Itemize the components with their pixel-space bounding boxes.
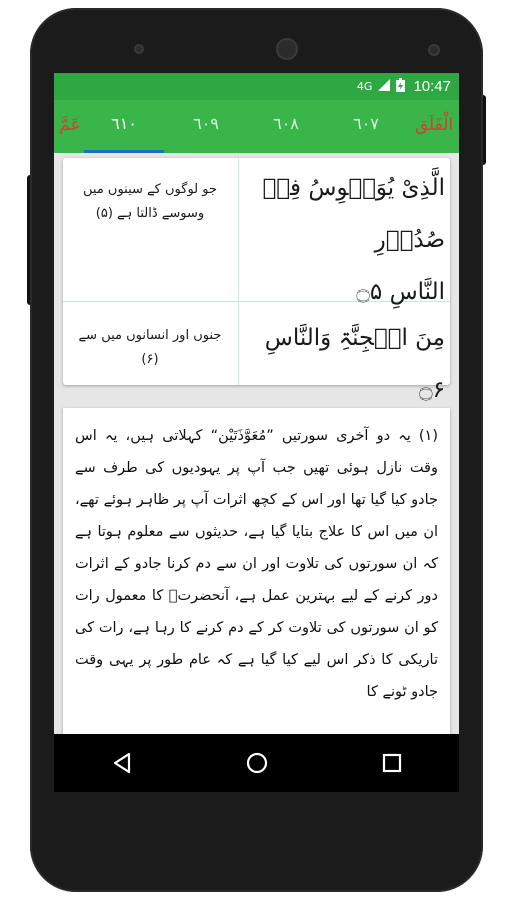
tab-page-608[interactable]: ٦٠٨: [273, 116, 299, 133]
page-tab-bar: [54, 100, 459, 153]
app-screen: [54, 73, 459, 792]
verses-card: [63, 158, 450, 403]
verse-5-arabic-line1: الَّذِیْ یُوَسۡوِسُ فِیۡ صُدُوۡرِ: [262, 175, 445, 253]
verse-5-translation[interactable]: جو لوگوں کے سینوں میں وسوسے ڈالتا ہے (۵): [83, 182, 217, 221]
tab-juz[interactable]: عَمَّ: [59, 115, 81, 135]
battery-icon: [396, 78, 405, 95]
sensor-icon: [134, 44, 144, 54]
front-camera-icon: [276, 38, 298, 60]
home-icon: [245, 751, 269, 775]
home-button[interactable]: [237, 743, 277, 783]
tab-page-607[interactable]: ٦٠٧: [353, 116, 379, 133]
tab-page-610[interactable]: ٦١٠: [111, 116, 137, 133]
verse-5-arabic-line2: النَّاسِ ۝۵: [356, 279, 445, 305]
tab-surah-falaq[interactable]: الْفَلَق: [414, 115, 454, 135]
signal-icon: [378, 79, 390, 94]
active-tab-indicator: [84, 150, 164, 153]
column-divider: [238, 158, 239, 385]
recents-icon: [382, 753, 402, 773]
system-nav-bar: [54, 734, 459, 792]
back-button[interactable]: [102, 743, 142, 783]
verse-5-arabic[interactable]: [245, 162, 445, 318]
speaker-icon: [428, 44, 440, 56]
status-bar: [54, 73, 459, 100]
verse-6-translation[interactable]: جنوں اور انسانوں میں سے (۶): [78, 328, 222, 367]
clock-time: 10:47: [413, 78, 451, 95]
tab-page-609[interactable]: ٦٠٩: [193, 116, 219, 133]
signal-label: 4G: [356, 80, 373, 93]
verse-6-arabic[interactable]: مِنَ الۡجِنَّۃِ وَالنَّاسِ ۝۶: [264, 325, 445, 403]
commentary-text: (۱) یہ دو آخری سورتیں ”مُعَوَّذَتَیْن“ کہلاتی ہیں، یہ اس وقت نازل ہوئی تھیں جب آپ پر یہودیوں کی طرف سے جادو کیا گیا تھا اور اس کے کچھ اثرات آپ پر ظاہر ہوئے تھے، ان میں اس کا علاج بتایا گیا ہے، حدیثوں سے معلوم ہوتا ہے کہ ان سورتوں کی تلاوت اور ان سے دم کرنا جادو کے اثرات دور کرنے کے لیے بہترین عمل ہے، آنحضرتؐ کا معمول رات کو ان سورتوں کی تلاوت کر کے دم کرنے کا رہا ہے، رات کی تاریکی کا ذکر اس لیے کیا گیا ہے کہ عام طور پر یہی وقت جادو ٹونے کا: [75, 428, 438, 700]
back-icon: [112, 752, 132, 774]
recents-button[interactable]: [372, 743, 412, 783]
